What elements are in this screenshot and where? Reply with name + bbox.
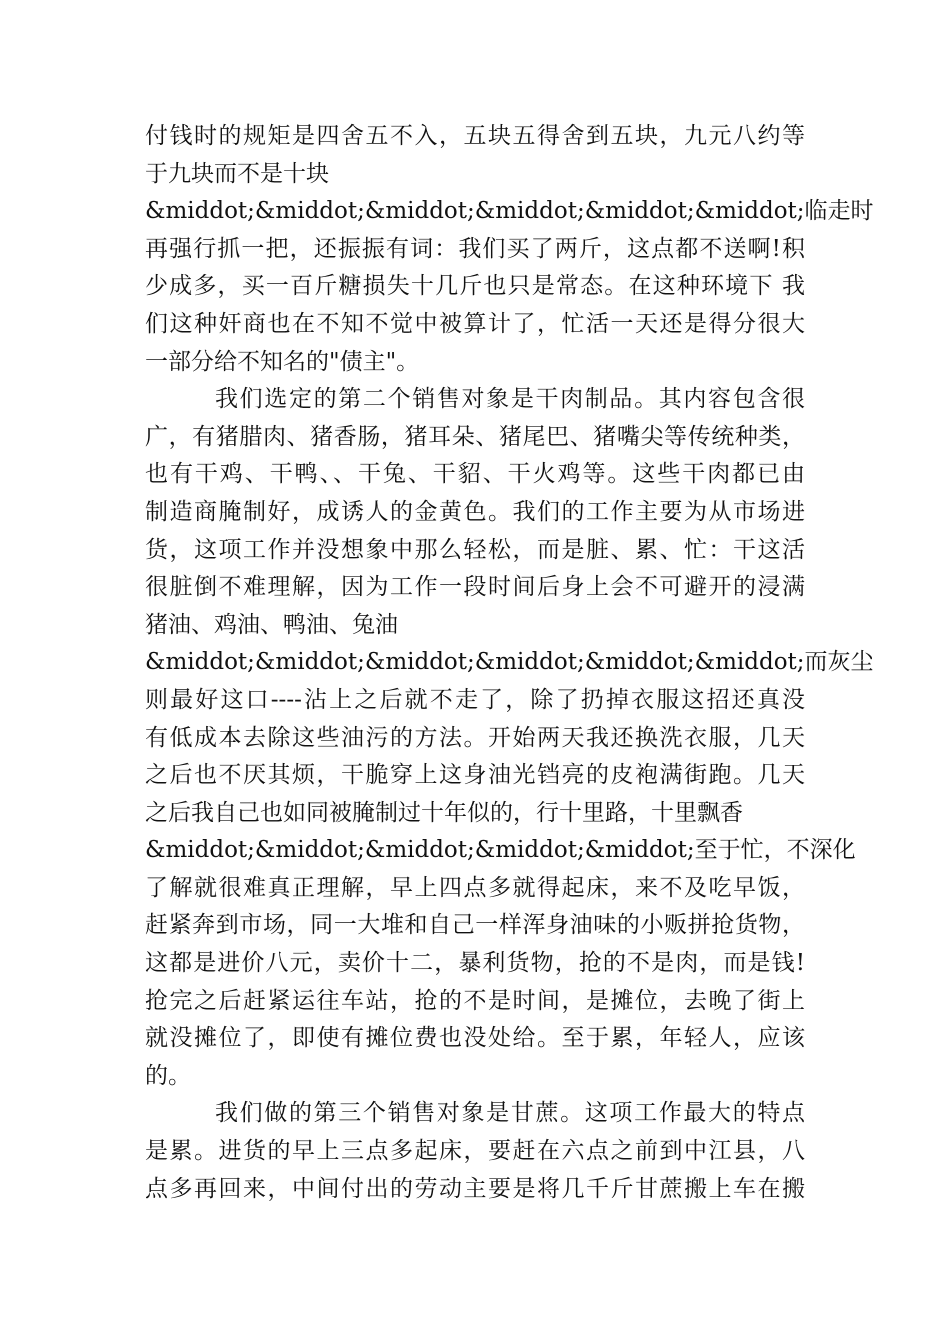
text-line: 赶紧奔到市场，同一大堆和自己一样浑身油味的小贩拼抢货物， bbox=[145, 912, 805, 939]
text-line: 货，这项工作并没想象中那么轻松，而是脏、累、忙：干这活 bbox=[145, 536, 805, 563]
text-line: 广，有猪腊肉、猪香肠，猪耳朵、猪尾巴、猪嘴尖等传统种类， bbox=[145, 423, 805, 450]
text-line: 是累。进货的早上三点多起床，要赶在六点之前到中江县，八 bbox=[145, 1138, 805, 1165]
text-line: &middot;&middot;&middot;&middot;&middot;至于忙，不深化 bbox=[145, 837, 856, 864]
text-line: 猪油、鸡油、鸭油、兔油 bbox=[145, 611, 398, 638]
text-line: 的。 bbox=[145, 1062, 191, 1089]
text-line: 一部分给不知名的"债主"。 bbox=[145, 348, 420, 375]
text-line: 于九块而不是十块 bbox=[145, 160, 329, 187]
text-line: 付钱时的规矩是四舍五不入，五块五得舍到五块，九元八约等 bbox=[145, 123, 805, 149]
text-line: 之后我自己也如同被腌制过十年似的，行十里路，十里飘香 bbox=[145, 799, 743, 826]
text-line: 再强行抓一把，还振振有词：我们买了两斤，这点都不送啊!积 bbox=[145, 235, 805, 262]
body-text bbox=[145, 118, 874, 1208]
text-line: &middot;&middot;&middot;&middot;&middot;&middot;临走时 bbox=[145, 198, 874, 225]
text-line: 我们做的第三个销售对象是甘蔗。这项工作最大的特点 bbox=[215, 1100, 805, 1127]
text-line: 则最好这口----沾上之后就不走了，除了扔掉衣服这招还真没 bbox=[145, 686, 805, 713]
text-line: 了解就很难真正理解，早上四点多就得起床，来不及吃早饭， bbox=[145, 874, 805, 901]
text-line: 就没摊位了，即使有摊位费也没处给。至于累，年轻人，应该 bbox=[145, 1025, 805, 1052]
text-line: 之后也不厌其烦，干脆穿上这身油光铛亮的皮袍满街跑。几天 bbox=[145, 762, 805, 789]
text-line: 也有干鸡、干鸭、、干兔、干貂、干火鸡等。这些干肉都已由 bbox=[145, 461, 805, 488]
text-line: 很脏倒不难理解，因为工作一段时间后身上会不可避开的浸满 bbox=[145, 574, 805, 601]
text-line: 我们选定的第二个销售对象是干肉制品。其内容包含很 bbox=[215, 386, 805, 413]
text-line: 点多再回来，中间付出的劳动主要是将几千斤甘蔗搬上车在搬 bbox=[145, 1175, 805, 1202]
text-line: 们这种奸商也在不知不觉中被算计了，忙活一天还是得分很大 bbox=[145, 310, 805, 337]
text-line: 抢完之后赶紧运往车站，抢的不是时间，是摊位，去晚了街上 bbox=[145, 987, 805, 1014]
text-line: 这都是进价八元，卖价十二，暴利货物，抢的不是肉，而是钱! bbox=[145, 950, 805, 977]
text-line: 制造商腌制好，成诱人的金黄色。我们的工作主要为从市场进 bbox=[145, 498, 805, 525]
text-line: 少成多，买一百斤糖损失十几斤也只是常态。在这种环境下 我 bbox=[145, 273, 805, 300]
text-line: &middot;&middot;&middot;&middot;&middot;&middot;而灰尘 bbox=[145, 649, 874, 676]
text-line: 有低成本去除这些油污的方法。开始两天我还换洗衣服，几天 bbox=[145, 724, 805, 751]
